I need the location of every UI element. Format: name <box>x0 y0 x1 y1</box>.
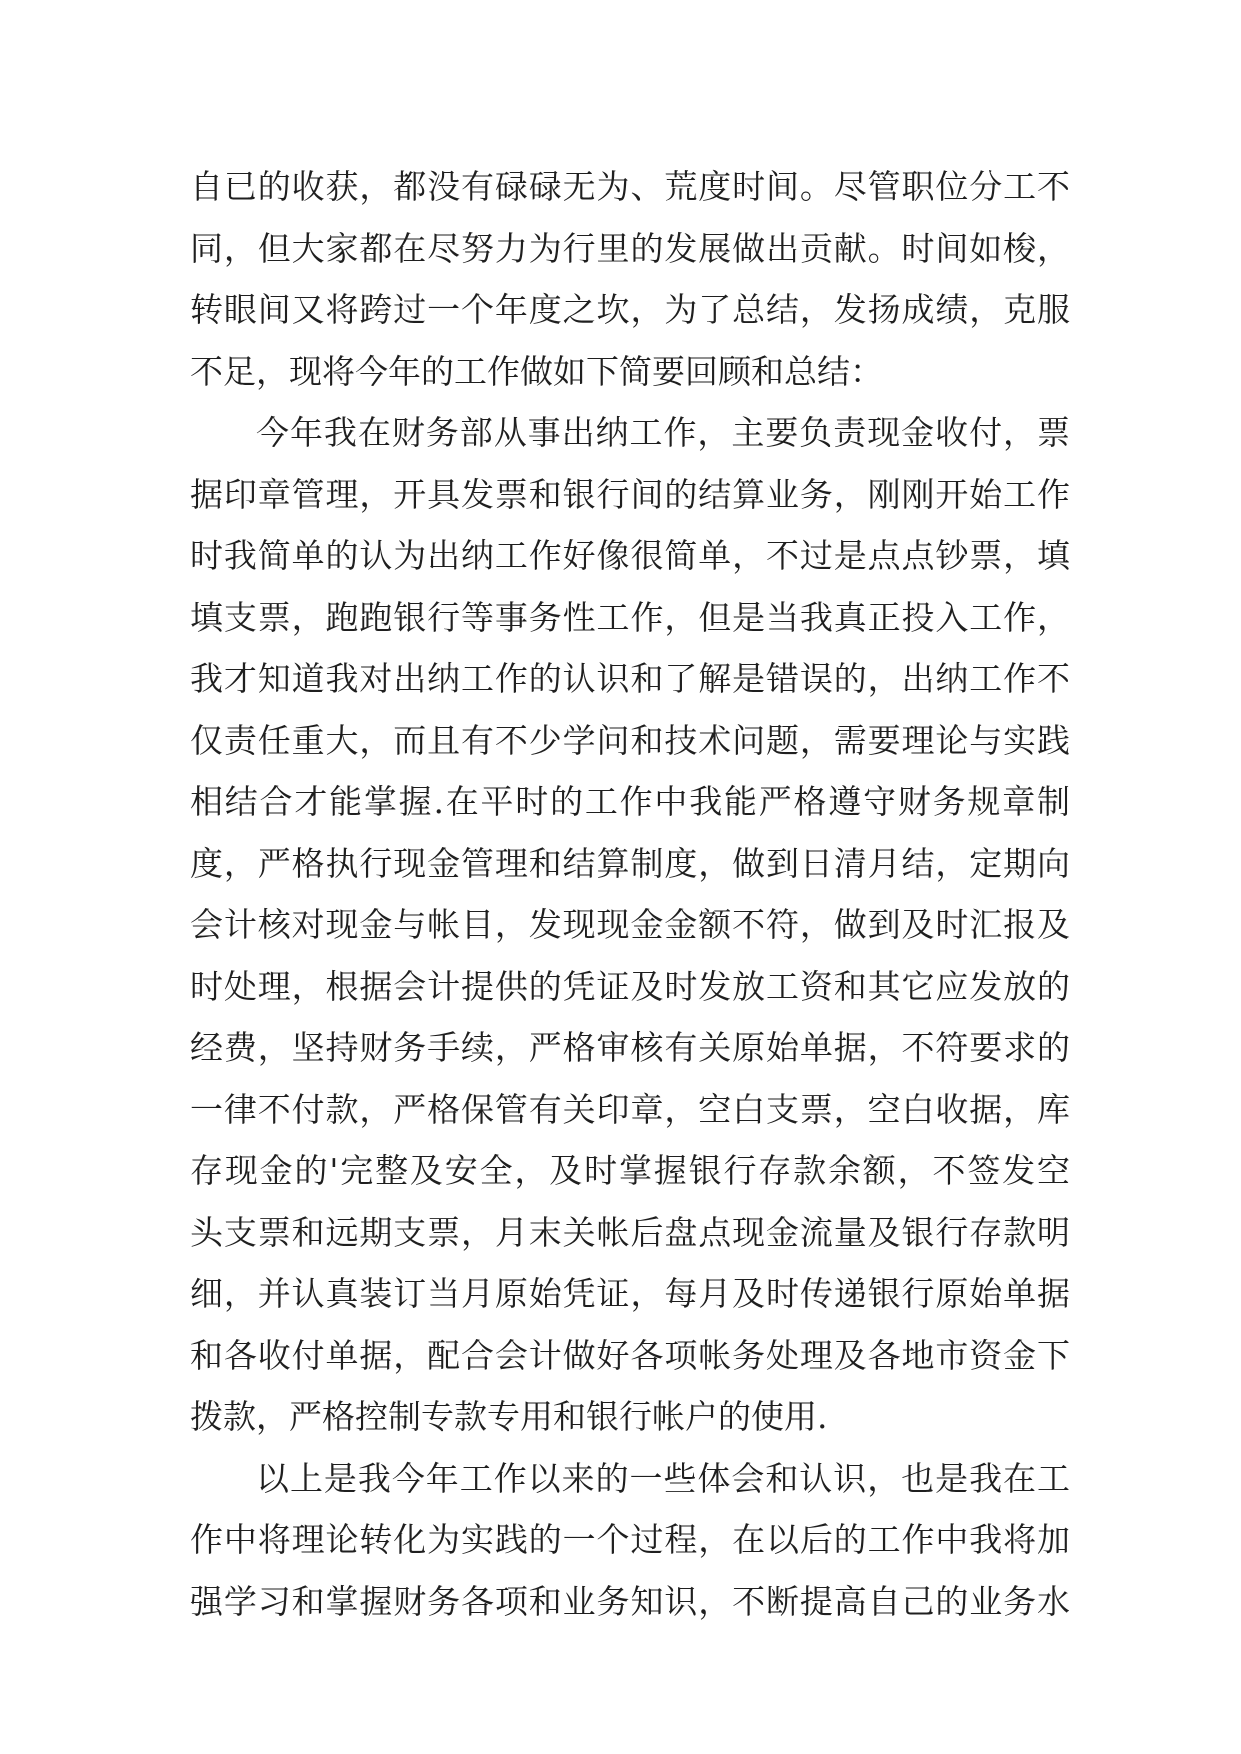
paragraph-1-line-2: 同，但大家都在尽努力为行里的发展做出贡献。时间如梭， <box>190 228 1070 268</box>
paragraph-3-line-3: 强学习和掌握财务各项和业务知识，不断提高自己的业务水 <box>190 1581 1070 1621</box>
paragraph-2-line-6: 仅责任重大，而且有不少学问和技术问题，需要理论与实践 <box>190 720 1070 760</box>
paragraph-2-line-9: 会计核对现金与帐目，发现现金金额不符，做到及时汇报及 <box>190 905 1070 944</box>
paragraph-2-line-16: 和各收付单据，配合会计做好各项帐务处理及各地市资金下 <box>190 1335 1070 1375</box>
paragraph-2-line-3: 时我简单的认为出纳工作好像很简单，不过是点点钞票，填 <box>190 536 1070 575</box>
paragraph-2-line-10: 时处理，根据会计提供的凭证及时发放工资和其它应发放的 <box>190 966 1070 1006</box>
paragraph-2-line-12: 一律不付款，严格保管有关印章，空白支票，空白收据，库 <box>190 1089 1070 1129</box>
paragraph-1-line-4: 不足，现将今年的工作做如下简要回顾和总结： <box>190 351 883 391</box>
paragraph-2-line-14: 头支票和远期支票，月末关帐后盘点现金流量及银行存款明 <box>190 1212 1070 1252</box>
paragraph-1-line-1: 自已的收获，都没有碌碌无为、荒度时间。尽管职位分工不 <box>190 167 1070 206</box>
paragraph-2-line-8: 度，严格执行现金管理和结算制度，做到日清月结，定期向 <box>190 843 1070 883</box>
paragraph-1-line-3: 转眼间又将跨过一个年度之坎，为了总结，发扬成绩，克服 <box>190 290 1070 329</box>
paragraph-3-line-1: 以上是我今年工作以来的一些体会和认识，也是我在工 <box>256 1458 1070 1498</box>
document-body <box>190 156 1070 1632</box>
paragraph-2-line-5: 我才知道我对出纳工作的认识和了解是错误的，出纳工作不 <box>190 659 1070 698</box>
paragraph-2-line-2: 据印章管理，开具发票和银行间的结算业务，刚刚开始工作 <box>190 474 1070 514</box>
paragraph-2-line-7: 相结合才能掌握.在平时的工作中我能严格遵守财务规章制 <box>190 782 1070 821</box>
paragraph-3-line-2: 作中将理论转化为实践的一个过程，在以后的工作中我将加 <box>190 1520 1070 1559</box>
paragraph-2-line-13: 存现金的'完整及安全，及时掌握银行存款余额，不签发空 <box>190 1151 1070 1190</box>
paragraph-2-line-15: 细，并认真装订当月原始凭证，每月及时传递银行原始单据 <box>190 1274 1070 1313</box>
paragraph-2-line-1: 今年我在财务部从事出纳工作，主要负责现金收付，票 <box>256 413 1070 452</box>
paragraph-2-line-11: 经费，坚持财务手续，严格审核有关原始单据，不符要求的 <box>190 1028 1070 1067</box>
paragraph-2-line-17: 拨款，严格控制专款专用和银行帐户的使用. <box>190 1397 828 1436</box>
paragraph-2-line-4: 填支票，跑跑银行等事务性工作，但是当我真正投入工作， <box>190 597 1070 637</box>
